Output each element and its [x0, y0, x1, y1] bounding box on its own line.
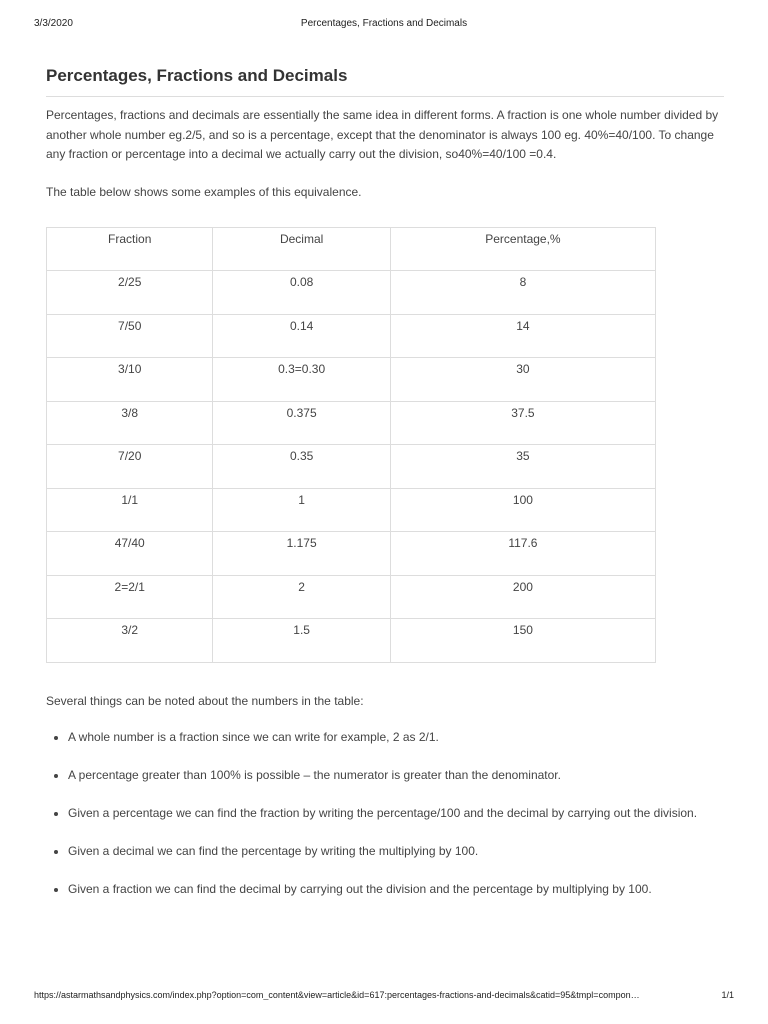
- header-decimal: Decimal: [213, 227, 390, 271]
- cell-decimal: 1.5: [213, 619, 390, 663]
- table-row: [47, 532, 656, 576]
- table-row: [47, 358, 656, 402]
- table-row: [47, 401, 656, 445]
- table-row: [47, 619, 656, 663]
- list-item: • Given a decimal we can find the percentage by writing the multiplying by 100.: [68, 841, 724, 861]
- list-item: • Given a percentage we can find the fraction by writing the percentage/100 and the decimal by carrying out the division.: [68, 803, 724, 823]
- print-footer: [34, 990, 734, 1004]
- list-item: • A whole number is a fraction since we can write for example, 2 as 2/1.: [68, 727, 724, 747]
- cell-percentage: 150: [390, 619, 655, 663]
- cell-fraction: 7/50: [47, 314, 213, 358]
- cell-percentage: 8: [390, 271, 655, 315]
- print-date: 3/3/2020: [34, 18, 73, 29]
- cell-percentage: 35: [390, 445, 655, 489]
- cell-fraction: 47/40: [47, 532, 213, 576]
- equivalence-table: [46, 227, 656, 663]
- table-row: [47, 575, 656, 619]
- print-header: [34, 18, 734, 32]
- cell-percentage: 37.5: [390, 401, 655, 445]
- header-percentage: Percentage,%: [390, 227, 655, 271]
- cell-decimal: 0.35: [213, 445, 390, 489]
- table-intro-paragraph: The table below shows some examples of this equivalence.: [46, 184, 362, 199]
- header-fraction: Fraction: [47, 227, 213, 271]
- table-row: [47, 445, 656, 489]
- cell-percentage: 14: [390, 314, 655, 358]
- cell-decimal: 2: [213, 575, 390, 619]
- list-item: • A percentage greater than 100% is possible – the numerator is greater than the denominator.: [68, 765, 724, 785]
- print-doc-title: Percentages, Fractions and Decimals: [300, 18, 468, 29]
- cell-fraction: 2=2/1: [47, 575, 213, 619]
- cell-decimal: 0.3=0.30: [213, 358, 390, 402]
- cell-decimal: 0.375: [213, 401, 390, 445]
- table-row: [47, 271, 656, 315]
- cell-fraction: 3/2: [47, 619, 213, 663]
- page-url: https://astarmathsandphysics.com/index.php?option=com_content&view=article&id=617:percentages-fractions-and-decimals&catid=95&tmpl=compon…: [34, 990, 640, 1000]
- table-row: [47, 488, 656, 532]
- notes-intro: Several things can be noted about the numbers in the table:: [46, 693, 364, 708]
- article-heading: Percentages, Fractions and Decimals: [46, 66, 724, 97]
- cell-fraction: 7/20: [47, 445, 213, 489]
- cell-decimal: 1.175: [213, 532, 390, 576]
- intro-paragraph: Percentages, fractions and decimals are essentially the same idea in different forms. A fraction is one whole number divided by another whole number eg.2/5, and so is a percentage, except that the denominator is always 100 eg. 40%=40/100. To change any fraction or percentage into a decimal we actually carry out the division, so40%=40/100 =0.4.: [46, 108, 719, 161]
- list-item: • Given a fraction we can find the decimal by carrying out the division and the percentage by multiplying by 100.: [68, 879, 724, 899]
- cell-fraction: 3/8: [47, 401, 213, 445]
- cell-decimal: 0.14: [213, 314, 390, 358]
- table-row: [47, 314, 656, 358]
- cell-decimal: 1: [213, 488, 390, 532]
- cell-decimal: 0.08: [213, 271, 390, 315]
- article: [46, 66, 724, 917]
- page-number: 1/1: [721, 990, 734, 1000]
- notes-list: [46, 727, 724, 899]
- cell-fraction: 2/25: [47, 271, 213, 315]
- cell-percentage: 30: [390, 358, 655, 402]
- cell-fraction: 1/1: [47, 488, 213, 532]
- table-header-row: [47, 227, 656, 271]
- cell-percentage: 200: [390, 575, 655, 619]
- cell-fraction: 3/10: [47, 358, 213, 402]
- cell-percentage: 117.6: [390, 532, 655, 576]
- cell-percentage: 100: [390, 488, 655, 532]
